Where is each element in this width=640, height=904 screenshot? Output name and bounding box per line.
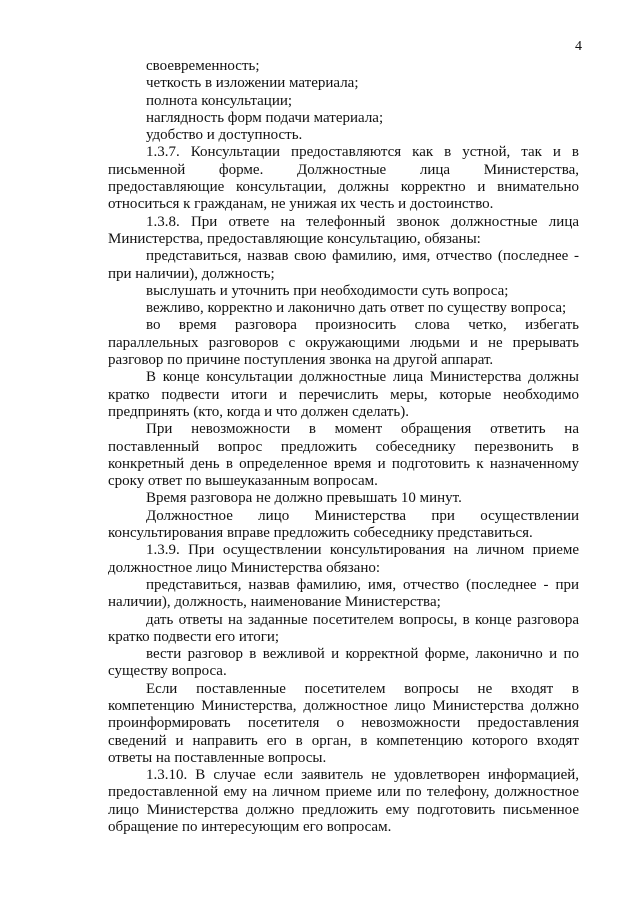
list-item: вежливо, корректно и лаконично дать ответ по существу вопроса; xyxy=(146,300,567,317)
list-item: представиться, назвав фамилию, имя, отчество (последнее - при наличии), должность, наименование Министерства; xyxy=(108,576,579,611)
paragraph: Время разговора не должно превышать 10 минут. xyxy=(146,490,462,507)
paragraph: При невозможности в момент обращения ответить на поставленный вопрос предложить собеседнику перезвонить в конкретный день в определенное время и подготовить к назначенному сроку ответ по вышеуказанным вопросам. xyxy=(108,421,579,490)
paragraph: В конце консультации должностные лица Министерства должны кратко подвести итоги и перечислить меры, которые необходимо предпринять (кто, когда и что должен сделать). xyxy=(108,369,579,420)
list-item: выслушать и уточнить при необходимости суть вопроса; xyxy=(146,282,509,299)
list-item: дать ответы на заданные посетителем вопросы, в конце разговора кратко подвести его итоги; xyxy=(108,611,579,645)
list-item: во время разговора произносить слова четко, избегать параллельных разговоров с окружающими людьми и не прерывать разговор по причине поступления звонка на другой аппарат. xyxy=(108,317,579,369)
list-item: полнота консультации; xyxy=(146,92,293,109)
paragraph: Если поставленные посетителем вопросы не входят в компетенцию Министерства, должностное лицо Министерства должно проинформировать посетителя о невозможности предоставления сведений и направить его в орган, в компетенцию которого входят ответы на поставленные вопросы. xyxy=(108,680,579,766)
document-body xyxy=(108,58,579,836)
list-item: своевременность; xyxy=(146,58,260,74)
page-number: 4 xyxy=(575,39,582,54)
list-item: четкость в изложении материала; xyxy=(146,75,359,92)
list-item: вести разговор в вежливой и корректной форме, лаконично и по существу вопроса. xyxy=(108,646,579,680)
list-item: удобство и доступность. xyxy=(146,127,303,144)
paragraph-1-3-10: 1.3.10. В случае если заявитель не удовлетворен информацией, предоставленной ему на личном приеме или по телефону, должностное лицо Министерства должно предложить ему подготовить письменное обращение по интересующим его вопросам. xyxy=(108,767,579,836)
paragraph-1-3-7: 1.3.7. Консультации предоставляются как в устной, так и в письменной форме. Должностные лица Министерства, предоставляющие консультации, должны корректно и внимательно относиться к гражданам, не унижая их честь и достоинство. xyxy=(108,144,579,213)
paragraph-1-3-8: 1.3.8. При ответе на телефонный звонок должностные лица Министерства, предоставляющие консультацию, обязаны: xyxy=(108,213,579,247)
paragraph-1-3-9: 1.3.9. При осуществлении консультирования на личном приеме должностное лицо Министерства обязано: xyxy=(108,542,579,576)
list-item: представиться, назвав свою фамилию, имя, отчество (последнее - при наличии), должность; xyxy=(108,248,579,282)
paragraph: Должностное лицо Министерства при осуществлении консультирования вправе предложить собеседнику представиться. xyxy=(108,507,579,542)
list-item: наглядность форм подачи материала; xyxy=(146,109,384,126)
